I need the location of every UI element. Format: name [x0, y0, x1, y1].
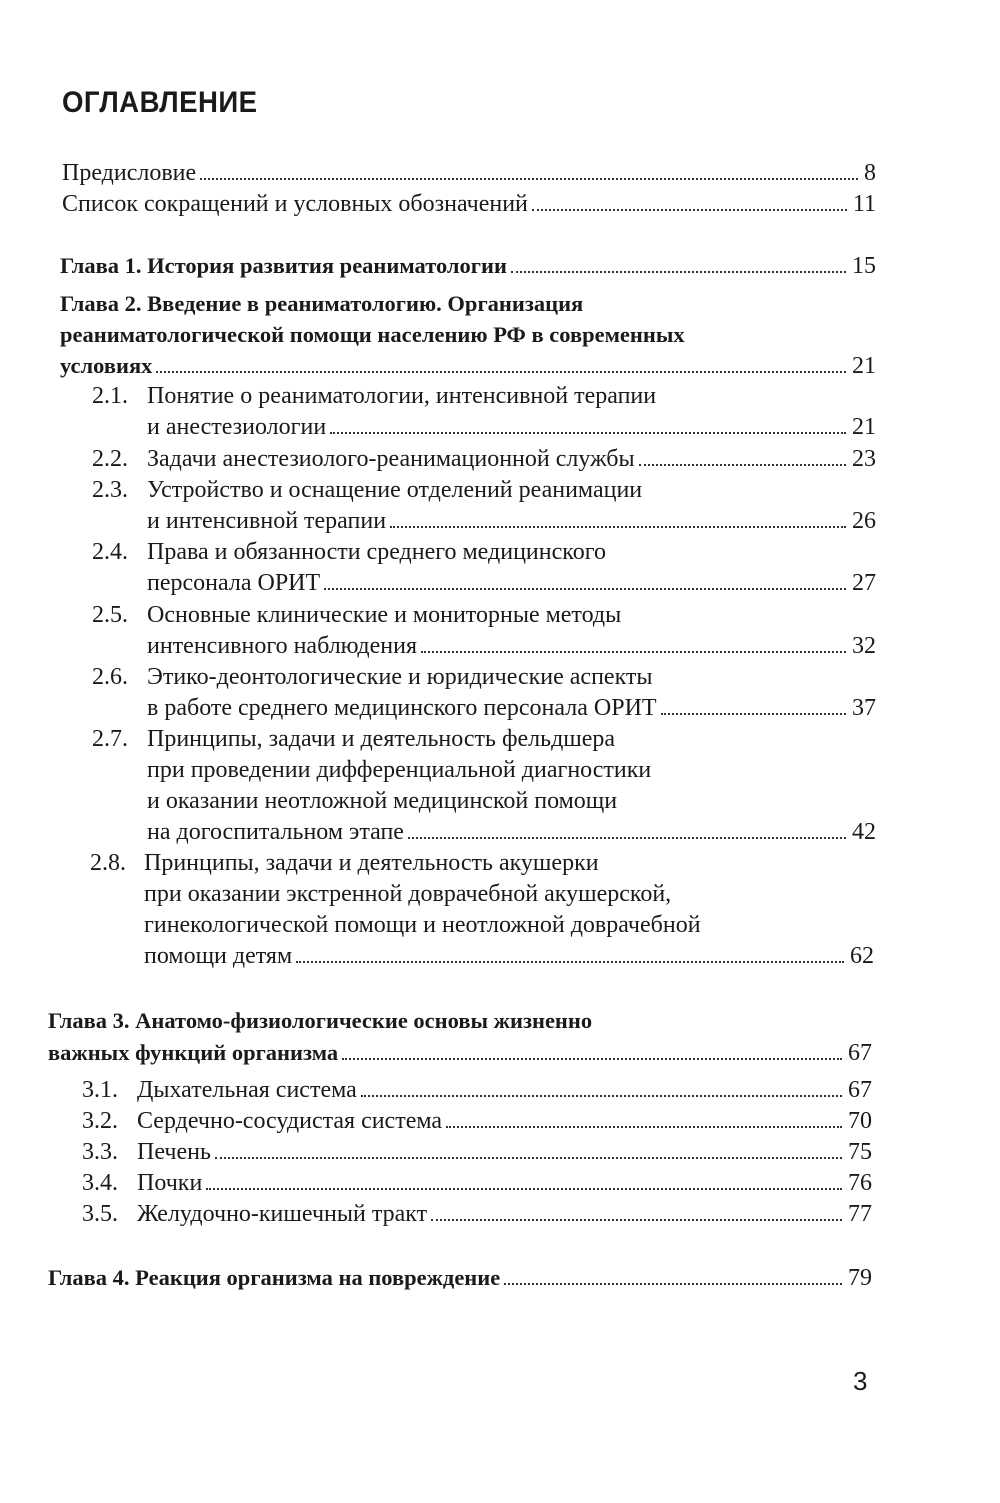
entry-page-number: 67	[848, 1040, 872, 1066]
entry-title-line: важных функций организма	[48, 1040, 339, 1065]
entry-title-line: на догоспитальном этапе	[147, 819, 404, 845]
entry-page-number: 62	[850, 943, 874, 969]
entry-page-number: 75	[848, 1139, 872, 1165]
entry-page-number: 77	[848, 1201, 872, 1227]
dot-leader	[206, 1188, 842, 1190]
entry-title-line: Предисловие	[62, 160, 197, 186]
entry-title-line: Список сокращений и условных обозначений	[62, 191, 528, 217]
dot-leader	[431, 1219, 842, 1221]
entry-title-line: Принципы, задачи и деятельность акушерки	[144, 850, 599, 876]
entry-page-number: 32	[852, 633, 876, 659]
dot-leader	[661, 713, 846, 715]
dot-leader	[215, 1157, 842, 1159]
section-number: 2.2.	[92, 446, 128, 472]
entry-title-line: Желудочно-кишечный тракт	[137, 1201, 428, 1227]
entry-title-line: и анестезиологии	[147, 414, 327, 440]
entry-title-line: Задачи анестезиолого-реанимационной службы	[147, 446, 635, 472]
dot-leader	[156, 371, 846, 373]
entry-title-line: Права и обязанности среднего медицинского	[147, 539, 606, 565]
dot-leader	[390, 526, 846, 528]
entry-title-line: Дыхательная система	[137, 1077, 357, 1103]
dot-leader	[330, 432, 846, 434]
entry-title-line: интенсивного наблюдения	[147, 633, 417, 659]
entry-title-line: реаниматологической помощи населению РФ в современных	[60, 322, 685, 347]
dot-leader	[446, 1126, 842, 1128]
entry-title-line: при проведении дифференциальной диагностики	[147, 757, 652, 783]
dot-leader	[408, 837, 846, 839]
section-number: 2.3.	[92, 477, 128, 503]
entry-title-line: Глава 4. Реакция организма на повреждение	[48, 1265, 501, 1290]
section-number: 2.5.	[92, 602, 128, 628]
entry-title-line: Глава 1. История развития реаниматологии	[60, 253, 507, 278]
entry-title-line: персонала ОРИТ	[147, 570, 321, 596]
entry-title-line: Сердечно-сосудистая система	[137, 1108, 443, 1134]
entry-page-number: 21	[852, 414, 876, 440]
section-number: 3.4.	[82, 1170, 118, 1196]
entry-title-line: и интенсивной терапии	[147, 508, 387, 534]
page-title: ОГЛАВЛЕНИЕ	[62, 86, 258, 119]
entry-page-number: 11	[852, 191, 876, 217]
dot-leader	[296, 961, 844, 963]
dot-leader	[324, 588, 846, 590]
entry-title-line: Принципы, задачи и деятельность фельдшера	[147, 726, 616, 752]
entry-title-line: при оказании экстренной доврачебной акушерской,	[144, 881, 672, 907]
dot-leader	[639, 464, 846, 466]
entry-page-number: 37	[852, 695, 876, 721]
entry-page-number: 8	[864, 160, 876, 186]
entry-title-line: Печень	[137, 1139, 211, 1165]
section-number: 2.7.	[92, 726, 128, 752]
entry-title-line: гинекологической помощи и неотложной доврачебной	[144, 912, 701, 938]
section-number: 3.2.	[82, 1108, 118, 1134]
entry-title-line: Глава 3. Анатомо-физиологические основы жизненно	[48, 1008, 593, 1033]
entry-page-number: 42	[852, 819, 876, 845]
page-number: 3	[853, 1366, 868, 1396]
entry-page-number: 27	[852, 570, 876, 596]
entry-page-number: 79	[848, 1265, 872, 1291]
section-number: 2.1.	[92, 383, 128, 409]
section-number: 3.1.	[82, 1077, 118, 1103]
section-number: 3.5.	[82, 1201, 118, 1227]
entry-title-line: помощи детям	[144, 943, 293, 969]
dot-leader	[342, 1058, 842, 1060]
entry-title-line: условиях	[60, 353, 153, 378]
entry-title-line: Понятие о реаниматологии, интенсивной терапии	[147, 383, 657, 409]
entry-title-line: Устройство и оснащение отделений реанимации	[147, 477, 643, 503]
section-number: 2.6.	[92, 664, 128, 690]
entry-page-number: 76	[848, 1170, 872, 1196]
dot-leader	[532, 209, 847, 211]
dot-leader	[504, 1283, 842, 1285]
entry-page-number: 21	[852, 353, 876, 379]
entry-page-number: 23	[852, 446, 876, 472]
entry-title-line: Основные клинические и мониторные методы	[147, 602, 622, 628]
dot-leader	[511, 271, 846, 273]
entry-title-line: в работе среднего медицинского персонала ОРИТ	[147, 695, 657, 721]
dot-leader	[361, 1095, 842, 1097]
entry-title-line: Глава 2. Введение в реаниматологию. Организация	[60, 291, 584, 316]
section-number: 2.8.	[90, 850, 126, 876]
dot-leader	[200, 178, 858, 180]
entry-page-number: 70	[848, 1108, 872, 1134]
entry-title-line: и оказании неотложной медицинской помощи	[147, 788, 618, 814]
section-number: 2.4.	[92, 539, 128, 565]
dot-leader	[421, 651, 846, 653]
entry-page-number: 15	[852, 253, 876, 279]
section-number: 3.3.	[82, 1139, 118, 1165]
entry-title-line: Почки	[137, 1170, 203, 1196]
entry-page-number: 67	[848, 1077, 872, 1103]
entry-page-number: 26	[852, 508, 876, 534]
entry-title-line: Этико-деонтологические и юридические аспекты	[147, 664, 653, 690]
